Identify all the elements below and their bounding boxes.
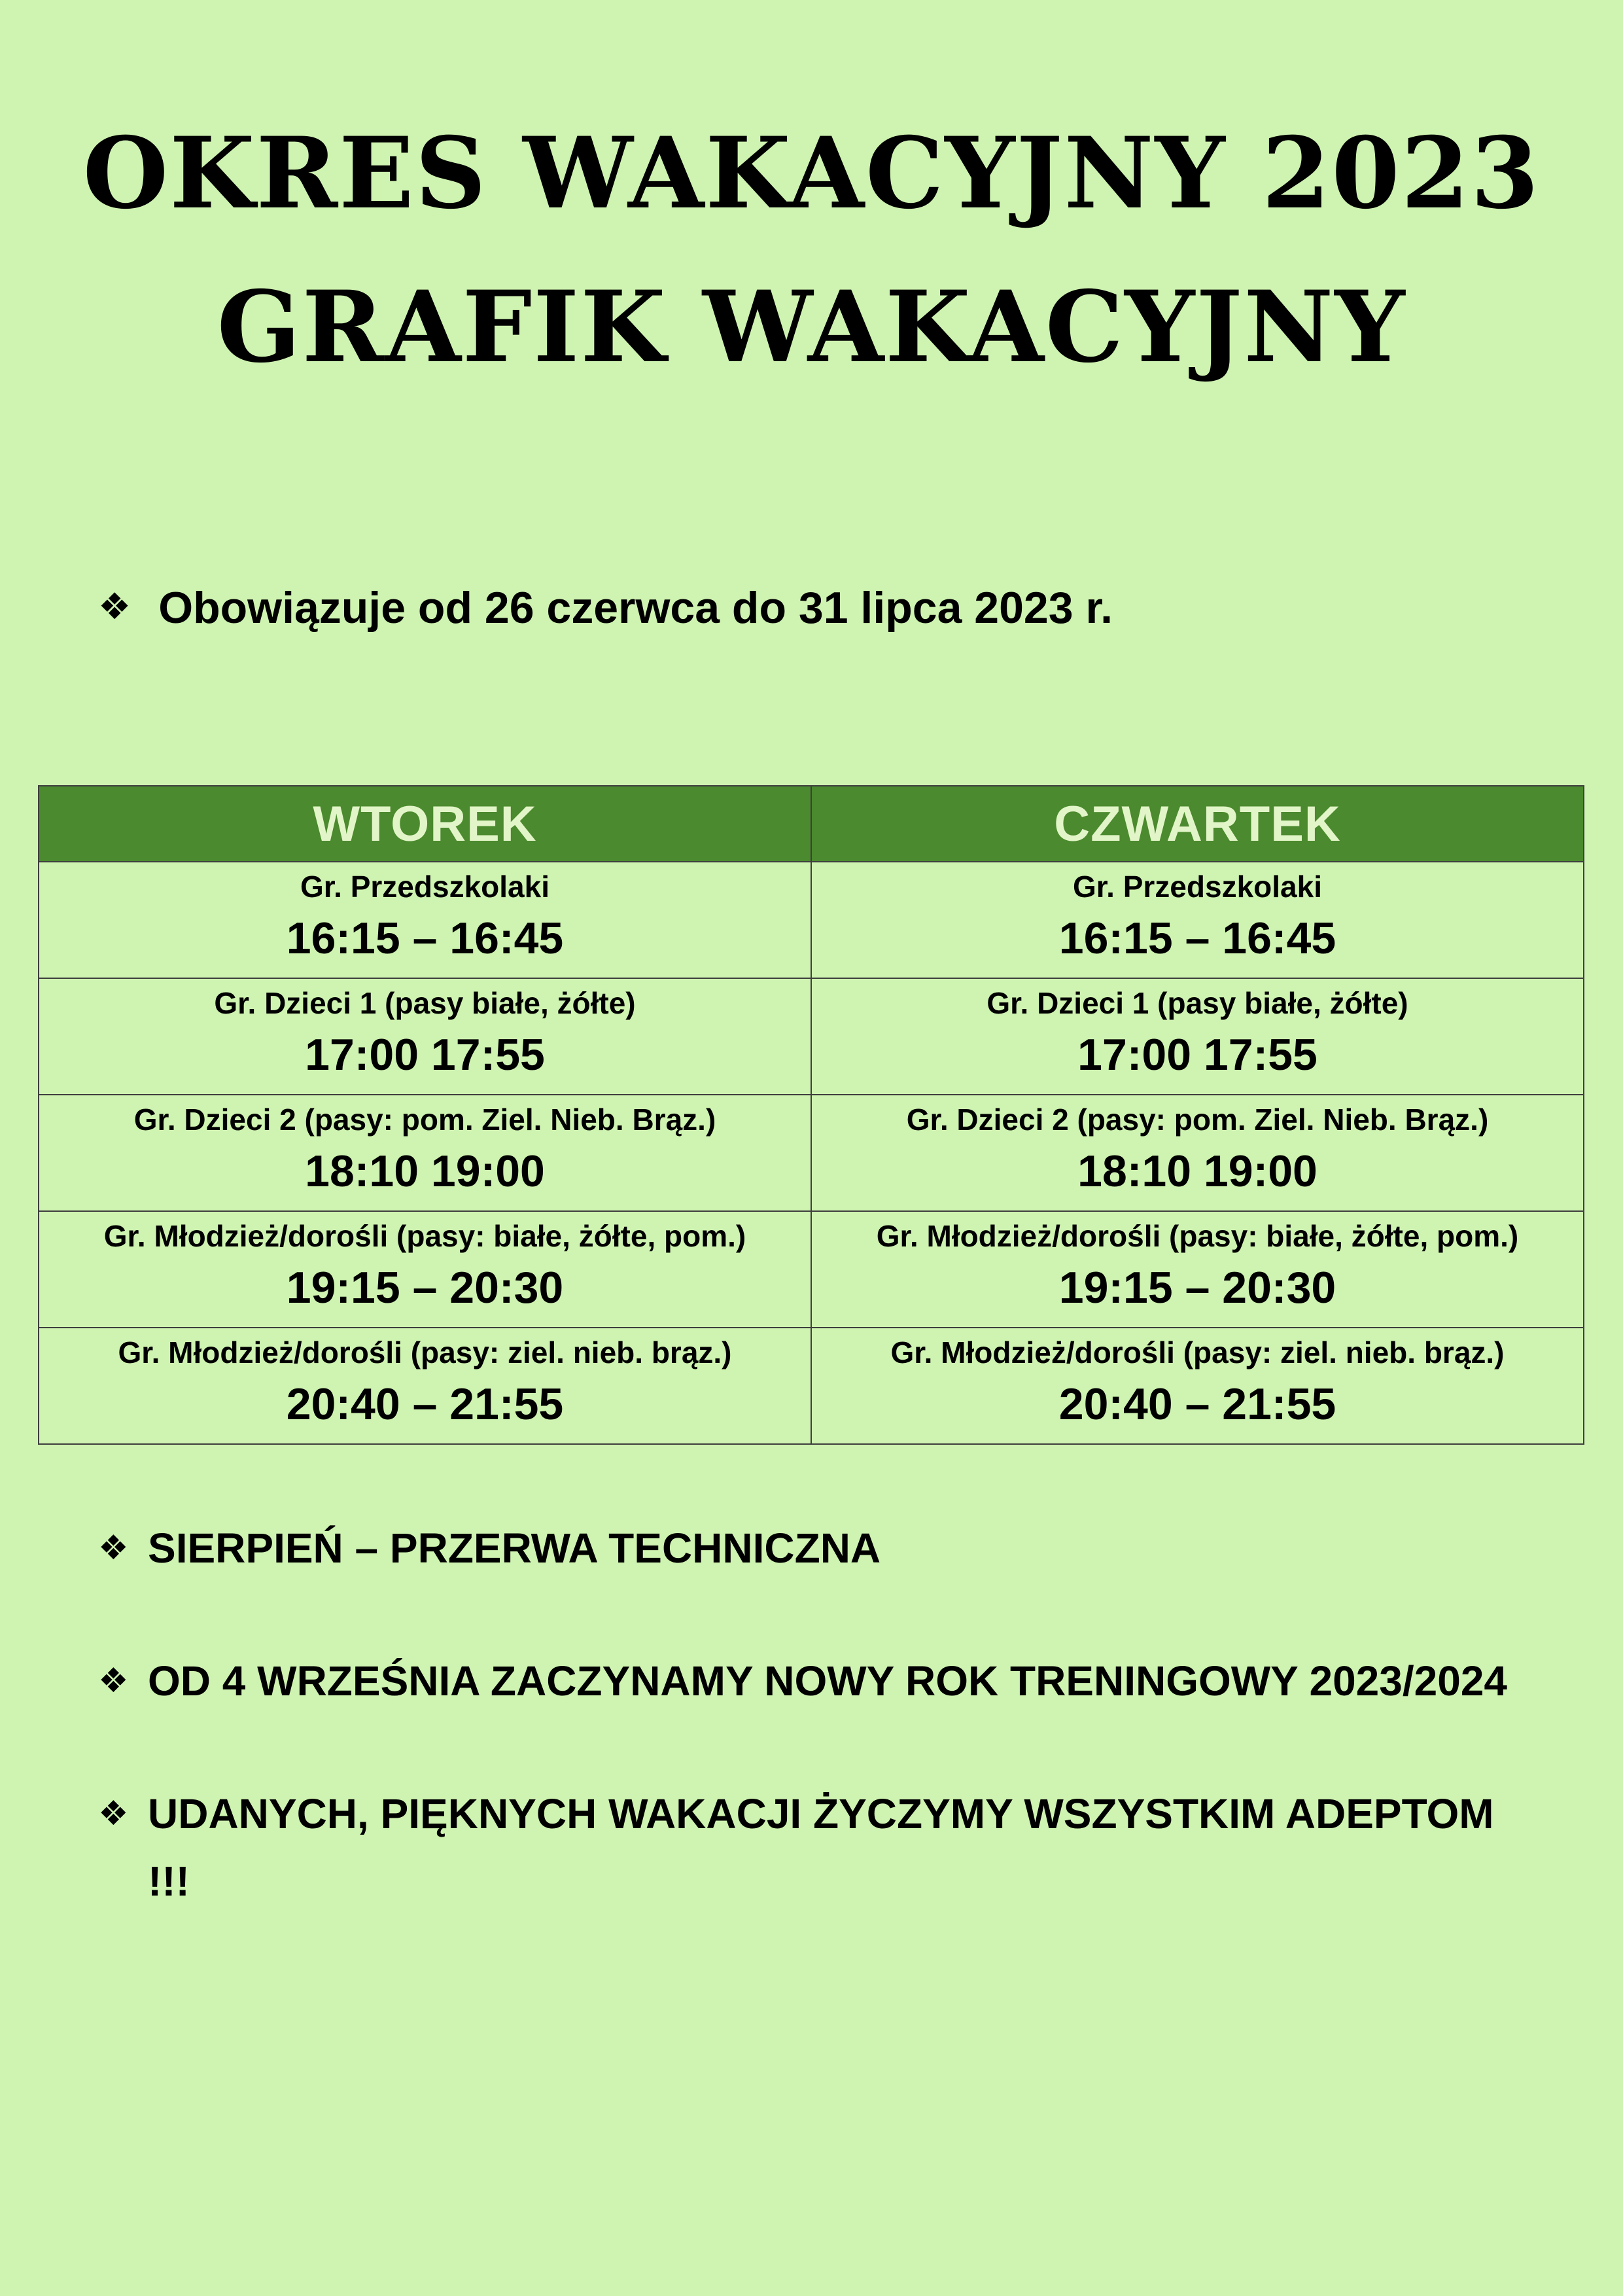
time-range: 19:15 – 20:30 [1058,1263,1336,1313]
time-range: 20:40 – 21:55 [286,1379,564,1429]
group-label: Gr. Młodzież/dorośli (pasy: ziel. nieb. brąz.) [890,1335,1505,1369]
time-range: 18:10 19:00 [305,1146,545,1196]
diamond-bullet-icon: ❖ [98,1528,129,1568]
note-text: UDANYCH, PIĘKNYCH WAKACJI ŻYCZYMY WSZYSTKIM ADEPTOM !!! [148,1790,1494,1905]
time-range: 18:10 19:00 [1077,1146,1318,1196]
schedule-cell [39,1095,811,1211]
schedule-header-row [39,786,1584,862]
time-range: 17:00 17:55 [1077,1030,1318,1080]
notes-list [98,1515,1537,1981]
table-row [39,1328,1584,1444]
diamond-bullet-icon: ❖ [98,586,131,628]
schedule-cell [811,1328,1584,1444]
diamond-bullet-icon: ❖ [98,1794,129,1833]
time-range: 19:15 – 20:30 [286,1263,564,1313]
group-label: Gr. Dzieci 2 (pasy: pom. Ziel. Nieb. Brąz.) [906,1103,1489,1137]
note-text: OD 4 WRZEŚNIA ZACZYNAMY NOWY ROK TRENINGOWY 2023/2024 [148,1657,1507,1704]
page-title-line-2: GRAFIK WAKACYJNY [217,270,1406,385]
group-label: Gr. Dzieci 2 (pasy: pom. Ziel. Nieb. Brąz.) [133,1103,716,1137]
group-label: Gr. Przedszkolaki [300,870,550,904]
group-label: Gr. Dzieci 1 (pasy białe, żółte) [214,986,636,1020]
group-label: Gr. Przedszkolaki [1073,870,1322,904]
time-range: 17:00 17:55 [305,1030,545,1080]
schedule-cell [811,1095,1584,1211]
list-item [98,1648,1537,1715]
list-item [98,1515,1537,1582]
schedule-cell [811,862,1584,978]
table-row [39,1211,1584,1328]
schedule-cell [39,978,811,1095]
diamond-bullet-icon: ❖ [98,1661,129,1701]
schedule-cell [39,1211,811,1328]
schedule-cell [39,862,811,978]
time-range: 20:40 – 21:55 [1058,1379,1336,1429]
schedule-cell [811,978,1584,1095]
time-range: 16:15 – 16:45 [1058,913,1336,963]
group-label: Gr. Młodzież/dorośli (pasy: białe, żółte, pom.) [876,1219,1519,1253]
validity-line [98,583,1113,633]
schedule-table [38,785,1584,1445]
day-header-thursday: CZWARTEK [811,786,1584,862]
validity-text: Obowiązuje od 26 czerwca do 31 lipca 2023 r. [158,583,1113,633]
group-label: Gr. Młodzież/dorośli (pasy: białe, żółte, pom.) [103,1219,746,1253]
table-row [39,978,1584,1095]
list-item [98,1780,1537,1915]
note-text: SIERPIEŃ – PRZERWA TECHNICZNA [148,1525,881,1572]
schedule-cell [39,1328,811,1444]
day-header-tuesday: WTOREK [39,786,811,862]
table-row [39,862,1584,978]
page-title-line-1: OKRES WAKACYJNY 2023 [82,116,1541,231]
group-label: Gr. Młodzież/dorośli (pasy: ziel. nieb. brąz.) [118,1335,732,1369]
table-row [39,1095,1584,1211]
schedule-cell [811,1211,1584,1328]
group-label: Gr. Dzieci 1 (pasy białe, żółte) [986,986,1408,1020]
time-range: 16:15 – 16:45 [286,913,564,963]
